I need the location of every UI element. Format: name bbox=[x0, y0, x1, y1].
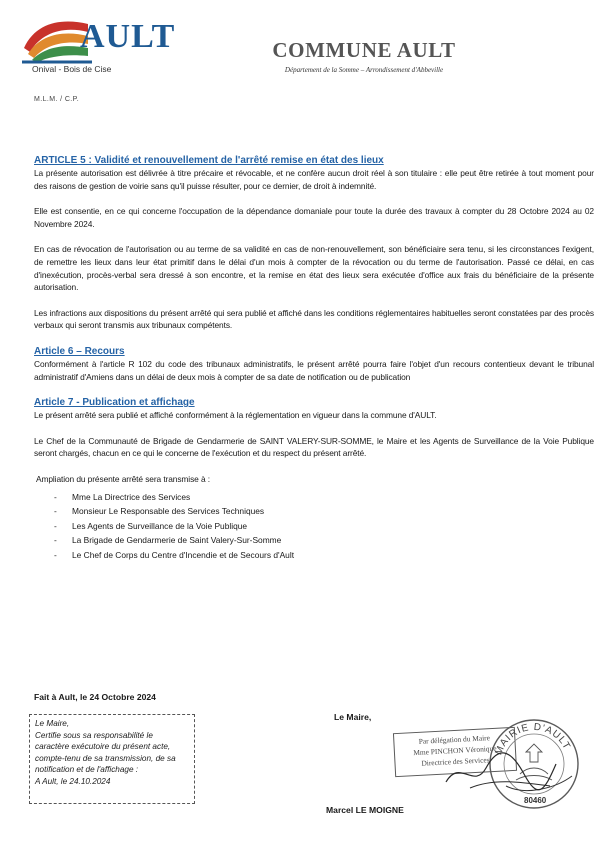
certification-line: caractère exécutoire du présent acte, bbox=[35, 742, 171, 752]
seal-postcode: 80460 bbox=[524, 796, 547, 805]
handwritten-signature bbox=[440, 738, 560, 798]
reference-initials: M.L.M. / C.P. bbox=[34, 96, 80, 103]
stamp-line: Mme PINCHON Véronique bbox=[413, 743, 497, 758]
article7-paragraph-2: Le Chef de la Communauté de Brigade de Gendarmerie de SAINT VALERY-SUR-SOMME, le Maire et les Agents de Surveillance de la Voie Publique seront chargés, chacun en ce qui le concerne de l'exécution et du respect du présent arrêté. bbox=[34, 435, 594, 459]
article6-title bbox=[34, 345, 594, 358]
article7-title-text: Article 7 - Publication et affichage bbox=[34, 397, 195, 409]
list-item: - Les Agents de Surveillance de la Voie Publique bbox=[54, 520, 248, 531]
ampliation-intro: Ampliation du présente arrêté sera transmise à : bbox=[36, 473, 210, 484]
list-item: - Le Chef de Corps du Centre d'Incendie et de Secours d'Ault bbox=[54, 549, 295, 560]
list-item: - Monsieur Le Responsable des Services Techniques bbox=[54, 506, 265, 516]
certification-line: compte-tenu de sa transmission, de sa bbox=[35, 753, 176, 763]
article6-title-text: Article 6 – Recours bbox=[34, 345, 125, 357]
article7-title bbox=[34, 396, 594, 409]
article7-paragraph-1: Le présent arrêté sera publié et affiché conformément à la réglementation en vigueur dans la commune d'AULT. bbox=[34, 410, 437, 421]
article5-title bbox=[34, 154, 594, 167]
article5-paragraph-4: Les infractions aux dispositions du présent arrêté qui sera publié et affiché dans les conditions réglementaires habituelles seront constatées par des procès verbaux qui seront transmis aux tribunaux compétents. bbox=[34, 307, 594, 331]
logo-tagline: Onival - Bois de Cise bbox=[32, 64, 112, 74]
list-item: - Mme La Directrice des Services bbox=[54, 491, 191, 502]
list-item: - La Brigade de Gendarmerie de Saint Valery-Sur-Somme bbox=[54, 535, 282, 545]
article5-paragraph-2: Elle est consentie, en ce qui concerne l'occupation de la dépendance domaniale pour toute la durée des travaux à compter du 28 Octobre 2024 au 02 Novembre 2024. bbox=[34, 206, 594, 229]
article6-paragraph-1: Conformément à l'article R 102 du code des tribunaux administratifs, le présent arrêté pourra faire l'objet d'un recours contentieux devant le tribunal administratif d'Amiens dans un délai de deux mois à compter de sa date de notification ou de publication bbox=[34, 358, 594, 382]
certification-line: notification et de l'affichage : bbox=[35, 765, 139, 775]
document-body bbox=[34, 154, 594, 562]
certification-box bbox=[29, 714, 195, 804]
certification-line: A Ault, le 24.10.2024 bbox=[35, 776, 111, 786]
certification-line: Le Maire, bbox=[35, 719, 70, 728]
article5-paragraph-1: La présente autorisation est délivrée à titre précaire et révocable, et ne confère aucun droit réel à son titulaire : elle peut être retirée à tout moment pour des raisons de gestion de voirie sans qu'il puisse résulter, pour ce dernier, de droit à indemnité. bbox=[34, 168, 594, 191]
signer-name: Marcel LE MOIGNE bbox=[326, 805, 404, 815]
article5-title-text: ARTICLE 5 : Validité et renouvellement de l'arrêté remise en état des lieux bbox=[34, 155, 384, 166]
ault-logo bbox=[22, 14, 176, 84]
stamp-line: Par délégation du Maire bbox=[418, 733, 491, 746]
stamp-line: Directrice des Services bbox=[421, 755, 490, 768]
certification-line: Certifie sous sa responsabilité le bbox=[35, 730, 153, 740]
department-subtitle: Département de la Somme – Arrondissement d'Abbeville bbox=[284, 66, 444, 74]
ampliation-list bbox=[34, 490, 594, 563]
article5-paragraph-3: En cas de révocation de l'autorisation ou au terme de sa validité en cas de non-renouvellement, son bénéficiaire sera tenu, si les circonstances l'exigent, de remettre les lieux dans leur état primitif dans le délai d'un mois à compter de la révocation ou du terme de l'autorisation. Passé ce délai, en cas d'inexécution, procès-verbal sera dressé à son encontre, et la remise en état des lieux sera exécutée d'office aux frais du bénéficiaire de la présente autorisation. bbox=[34, 244, 594, 293]
commune-title: COMMUNE AULT bbox=[272, 38, 456, 62]
mayor-label: Le Maire, bbox=[334, 712, 372, 722]
logo-wordmark: AULT bbox=[80, 18, 176, 55]
signature-date: Fait à Ault, le 24 Octobre 2024 bbox=[34, 692, 156, 702]
seal-text: MAIRIE D'AULT bbox=[493, 721, 573, 757]
